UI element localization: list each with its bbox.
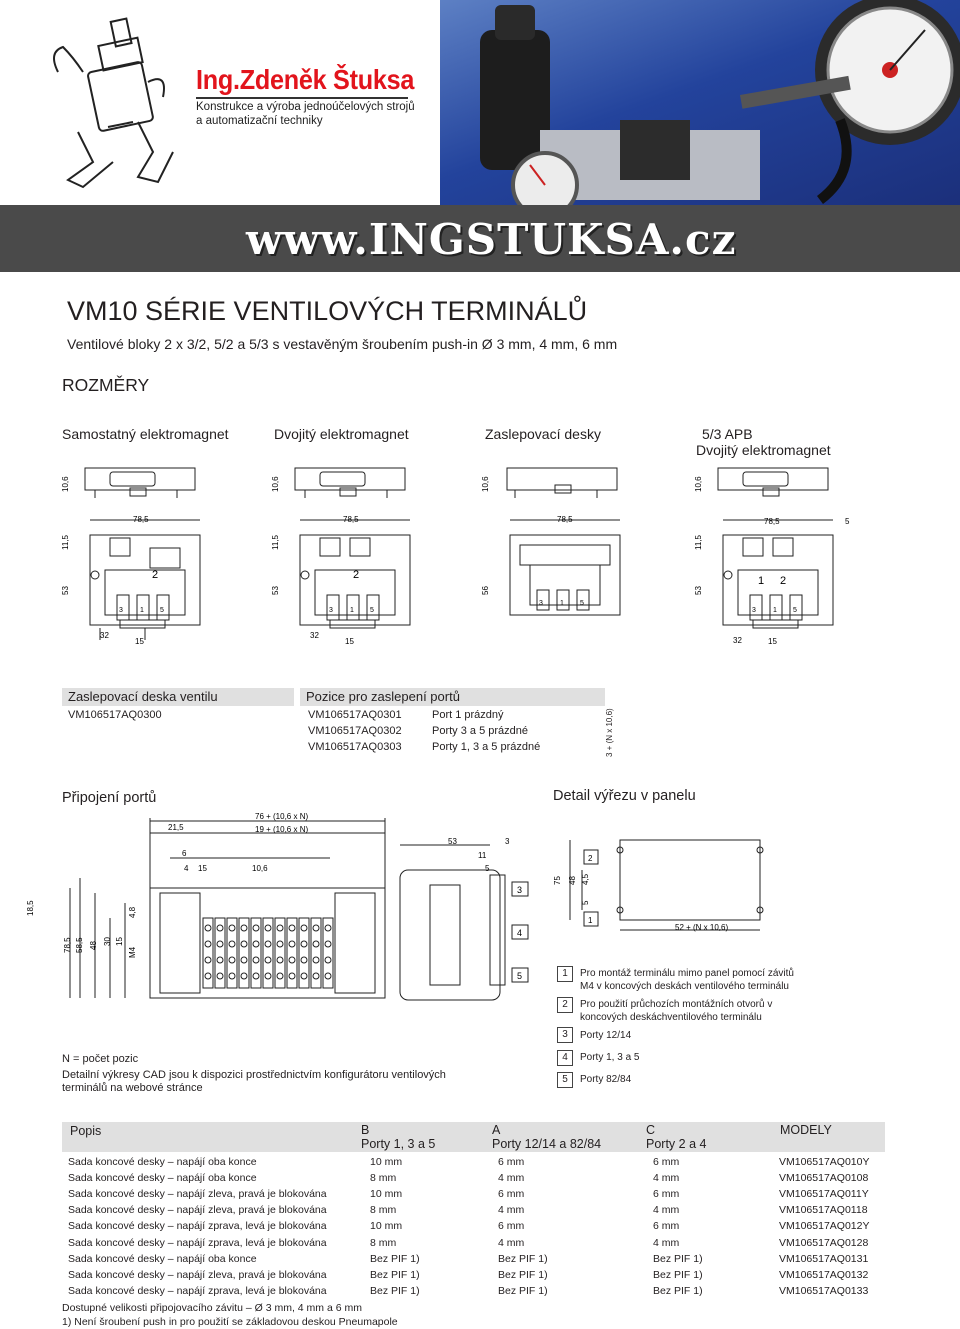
blanking-row-3-desc: Porty 1, 3 a 5 prázdné [432,741,541,753]
cell-a: 6 mm [498,1220,525,1233]
drawing-blanking-plate [475,460,675,660]
blanking-row-2-desc: Porty 3 a 5 prázdné [432,725,529,737]
port-hole [205,941,211,947]
th-c: C [646,1123,656,1137]
cell-popis: Sada koncové desky – napájí zleva, pravá je blokována [68,1268,327,1281]
port-hole [301,973,307,979]
port-hole [301,925,307,931]
port-hole [217,925,223,931]
cell-a: 4 mm [498,1204,525,1217]
cell-b: Bez PIF 1) [370,1252,420,1265]
note-1-number: 1 [557,966,573,982]
port-hole [301,957,307,963]
note-5-number: 5 [557,1072,573,1088]
note-4-text: Porty 1, 3 a 5 [580,1052,640,1063]
dim-side-3: 3 [505,837,510,846]
dim-col4-b2: 15 [768,637,777,646]
cell-popis: Sada koncové desky – napájí zleva, pravá je blokována [68,1188,327,1201]
port-hole [313,941,319,947]
cell-model: VM106517AQ0118 [779,1204,868,1217]
cell-a: 4 mm [498,1236,525,1249]
th-a: A [492,1123,501,1137]
note-4-number: 4 [557,1050,573,1066]
note-3-number: 3 [557,1027,573,1043]
cell-c: Bez PIF 1) [653,1268,703,1281]
note-1-text: Pro montáž terminálu mimo panel pomocí závitů M4 v koncových deskách ventilového terminálu [580,968,794,992]
n-count-note: N = počet pozic [62,1053,139,1065]
cell-model: VM106517AQ0128 [779,1236,869,1249]
port-hole [313,957,319,963]
port-hole [265,925,271,931]
port-hole [325,925,331,931]
cell-popis: Sada koncové desky – napájí oba konce [68,1156,257,1168]
column-title-double: Dvojitý elektromagnet [274,426,409,442]
port-hole [205,925,211,931]
port-hole [229,941,235,947]
section-dimensions-title: ROZMĚRY [62,375,150,395]
port-num-col4-e: 5 [793,607,797,614]
dim-ports-15: 15 [198,864,207,873]
valve-slot [203,918,213,988]
dim-col3-top: 10,6 [481,476,490,492]
dim-col2-width: 78,5 [343,515,359,524]
cell-c: 4 mm [653,1172,680,1185]
dim-col1-top: 10,6 [61,476,70,492]
port-hole [265,973,271,979]
cell-b: Bez PIF 1) [370,1284,420,1297]
blanking-head-right: Pozice pro zaslepení portů [300,688,605,706]
th-b: B [361,1123,370,1137]
port-hole [277,941,283,947]
port-num-col1-d: 5 [160,607,164,614]
valve-slot [251,918,261,988]
dim-col2-h1: 11,5 [271,535,280,550]
port-hole [217,941,223,947]
cell-model: VM106517AQ010Y [779,1156,870,1168]
port-num-col1-a: 2 [152,569,159,581]
dim-panel-48: 48 [568,876,577,885]
valve-slot [299,918,309,988]
cell-b: 8 mm [370,1172,397,1185]
port-hole [289,925,295,931]
dim-col1-b1: 32 [100,631,109,640]
cell-a: 4 mm [498,1172,525,1185]
dim-col4-top: 10,6 [694,476,703,492]
column-title-single: Samostatný elektromagnet [62,426,229,442]
note-2-text: Pro použití průchozích montážních otvorů v koncových deskáchventilového terminálu [580,999,773,1023]
port-hole [253,957,259,963]
port-hole [325,941,331,947]
port-num-col3-a: 3 [539,600,543,607]
cell-popis: Sada koncové desky – napájí zprava, levá je blokována [68,1236,327,1249]
port-hole [277,957,283,963]
blanking-row-1-code: VM106517AQ0301 [308,709,402,721]
port-hole [241,957,247,963]
cell-model: VM106517AQ012Y [779,1220,870,1233]
port-hole [229,925,235,931]
cell-model: VM106517AQ011Y [779,1188,869,1201]
blanking-code-left: VM106517AQ0300 [68,709,162,721]
dim-col4-b1: 32 [733,636,742,645]
dim-ports-585: 58,5 [75,937,84,953]
dim-col4-h1: 11,5 [694,535,703,550]
dim-panel-52: 52 + (N x 10,6) [675,923,729,932]
port-hole [313,973,319,979]
cell-b: 10 mm [370,1156,403,1168]
dim-col3-h2: 56 [481,586,490,595]
dim-side-11: 11 [478,851,487,860]
cell-c: Bez PIF 1) [653,1284,703,1297]
manifold-front-drawing [0,808,390,1008]
blanking-head-left: Zaslepovací deska ventilu [62,688,294,706]
dim-ports-76: 76 + (10,6 x N) [255,812,309,821]
th-c-sub: Porty 2 a 4 [646,1137,707,1151]
cell-model: VM106517AQ0131 [779,1252,869,1265]
cell-popis: Sada koncové desky – napájí oba konce [68,1172,257,1185]
cell-c: 6 mm [653,1220,680,1233]
cell-a: 6 mm [498,1188,525,1201]
th-modely: MODELY [780,1123,832,1137]
port-hole [205,957,211,963]
dim-col2-top: 10,6 [271,476,280,492]
valve-slot [287,918,297,988]
th-a-sub: Porty 12/14 a 82/84 [492,1137,602,1151]
dim-ports-48: 48 [89,941,98,950]
cad-note: Detailní výkresy CAD jsou k dispozici prostřednictvím konfigurátoru ventilových terminálů na webové stránce [62,1069,446,1094]
port-hole [289,973,295,979]
port-hole [325,957,331,963]
dim-col4-h2: 53 [694,586,703,595]
port-hole [265,941,271,947]
dim-ports-21: 21,5 [168,823,184,832]
product-photo [440,0,960,215]
port-hole [217,973,223,979]
dim-col1-h1: 11,5 [61,535,70,550]
port-hole [241,973,247,979]
valve-slot [215,918,225,988]
cell-c: Bez PIF 1) [653,1252,703,1265]
dim-ports-4: 4 [184,864,189,873]
column-title-apb: 5/3 APB [702,426,753,442]
cell-popis: Sada koncové desky – napájí zprava, levá je blokována [68,1284,327,1297]
port-hole [289,941,295,947]
port-hole [265,957,271,963]
cell-a: 6 mm [498,1156,525,1168]
port-hole [229,973,235,979]
dim-ports-6: 6 [182,849,187,858]
dim-col1-width: 78,5 [133,515,149,524]
cell-popis: Sada koncové desky – napájí zprava, levá je blokována [68,1220,327,1233]
blanking-row-1-desc: Port 1 prázdný [432,709,504,721]
blanking-row-3-code: VM106517AQ0303 [308,741,402,753]
port-num-col4-c: 3 [752,607,756,614]
dim-side-5: 5 [485,864,490,873]
cell-b: 10 mm [370,1220,403,1233]
dim-col4-right: 5 [845,517,850,526]
drawing-single-solenoid [55,460,255,660]
cell-a: Bez PIF 1) [498,1268,548,1281]
manifold-side-drawing [390,830,540,1005]
panel-label-2: 2 [588,854,593,863]
panel-label-1: 1 [588,916,593,925]
cell-b: 8 mm [370,1204,397,1217]
cell-model: VM106517AQ0108 [779,1172,869,1185]
cell-model: VM106517AQ0133 [779,1284,869,1297]
dim-ports-48b: 4,8 [128,906,137,918]
page-title: VM10 SÉRIE VENTILOVÝCH TERMINÁLŮ [67,296,588,326]
brand-subtitle-2: a automatizační techniky [196,115,323,127]
dim-panel-5: 5 [581,900,590,905]
cell-popis: Sada koncové desky – napájí oba konce [68,1252,257,1265]
dim-ports-785: 78,5 [63,937,72,953]
cell-c: 4 mm [653,1236,680,1249]
dim-ports-30: 30 [103,937,112,946]
dim-panel-45: 4,5 [581,873,590,885]
page-subtitle: Ventilové bloky 2 x 3/2, 5/2 a 5/3 s vestavěným šroubením push-in Ø 3 mm, 4 mm, 6 mm [67,336,618,352]
drawing-apb-double-solenoid [688,460,888,660]
port-hole [253,973,259,979]
dim-side-53: 53 [448,837,457,846]
port-num-col2-a: 2 [353,569,360,581]
cell-b: Bez PIF 1) [370,1268,420,1281]
dim-ports-19: 19 + (10,6 x N) [255,825,309,834]
ports-section-title: Připojení portů [62,790,157,806]
rotated-dimension: 3 + (N x 10,6) [605,708,614,757]
port-num-col4-a: 1 [758,575,765,587]
port-hole [301,941,307,947]
brand-underline [196,97,408,99]
port-hole [277,925,283,931]
cell-b: 8 mm [370,1236,397,1249]
blanking-row-2-code: VM106517AQ0302 [308,725,402,737]
dim-col4-width: 78,5 [764,517,780,526]
cell-c: 6 mm [653,1156,680,1168]
panel-cutout-drawing [540,830,780,950]
port-hole [229,957,235,963]
port-hole [289,957,295,963]
valve-slot [323,918,333,988]
note-3-text: Porty 12/14 [580,1030,632,1041]
port-hole [241,925,247,931]
brand-name: Ing.Zdeněk Štuksa [196,64,415,95]
panel-detail-title: Detail výřezu v panelu [553,788,696,804]
side-label-4: 4 [517,928,523,938]
cell-popis: Sada koncové desky – napájí zleva, pravá je blokována [68,1204,327,1217]
port-hole [241,941,247,947]
port-num-col1-b: 3 [119,607,123,614]
port-num-col3-c: 5 [580,600,584,607]
port-num-col3-b: 1 [560,600,564,607]
cell-b: 10 mm [370,1188,403,1201]
dim-col2-b2: 15 [345,637,354,646]
company-logo [38,12,188,192]
port-hole [253,941,259,947]
th-b-sub: Porty 1, 3 a 5 [361,1137,436,1151]
cell-model: VM106517AQ0132 [779,1268,869,1281]
footnote-push-in: 1) Není šroubení push in pro použití se základovou deskou Pneumapole [62,1316,398,1328]
website-url[interactable]: www.INGSTUKSA.cz [246,215,737,264]
brand-subtitle-1: Konstrukce a výroba jednoúčelových strojů [196,101,415,113]
dim-panel-75: 75 [553,876,562,885]
port-hole [277,973,283,979]
footnote-thread-sizes: Dostupné velikosti připojovacího závitu – Ø 3 mm, 4 mm a 6 mm [62,1302,362,1314]
port-num-col1-c: 1 [140,607,144,614]
dim-col3-width: 78,5 [557,515,573,524]
dim-ports-15b: 15 [115,937,124,946]
side-label-3: 3 [517,885,523,895]
column-title-apb-2: Dvojitý elektromagnet [696,442,831,458]
port-num-col2-b: 3 [329,607,333,614]
dim-ports-185: 18,5 [26,900,35,916]
port-hole [217,957,223,963]
cell-c: 6 mm [653,1188,680,1201]
valve-slot [275,918,285,988]
port-num-col4-b: 2 [780,575,787,587]
cell-a: Bez PIF 1) [498,1252,548,1265]
th-popis: Popis [70,1124,102,1138]
valve-slot [263,918,273,988]
dim-ports-m4: M4 [128,946,137,958]
note-2-number: 2 [557,997,573,1013]
valve-slot [227,918,237,988]
dim-col2-h2: 53 [271,586,280,595]
port-num-col2-c: 1 [350,607,354,614]
cell-c: 4 mm [653,1204,680,1217]
valve-slot [239,918,249,988]
models-table-header [62,1122,885,1152]
port-hole [313,925,319,931]
side-label-5: 5 [517,971,523,981]
dim-ports-106: 10,6 [252,864,268,873]
drawing-double-solenoid [265,460,465,660]
column-title-blanking: Zaslepovací desky [485,426,601,442]
dim-col2-b1: 32 [310,631,319,640]
page-header [0,0,960,272]
valve-slot [311,918,321,988]
note-5-text: Porty 82/84 [580,1074,632,1085]
port-num-col2-d: 5 [370,607,374,614]
dim-col1-b2: 15 [135,637,144,646]
port-hole [253,925,259,931]
dim-col1-h2: 53 [61,586,70,595]
port-hole [205,973,211,979]
port-hole [325,973,331,979]
cell-a: Bez PIF 1) [498,1284,548,1297]
port-num-col4-d: 1 [773,607,777,614]
